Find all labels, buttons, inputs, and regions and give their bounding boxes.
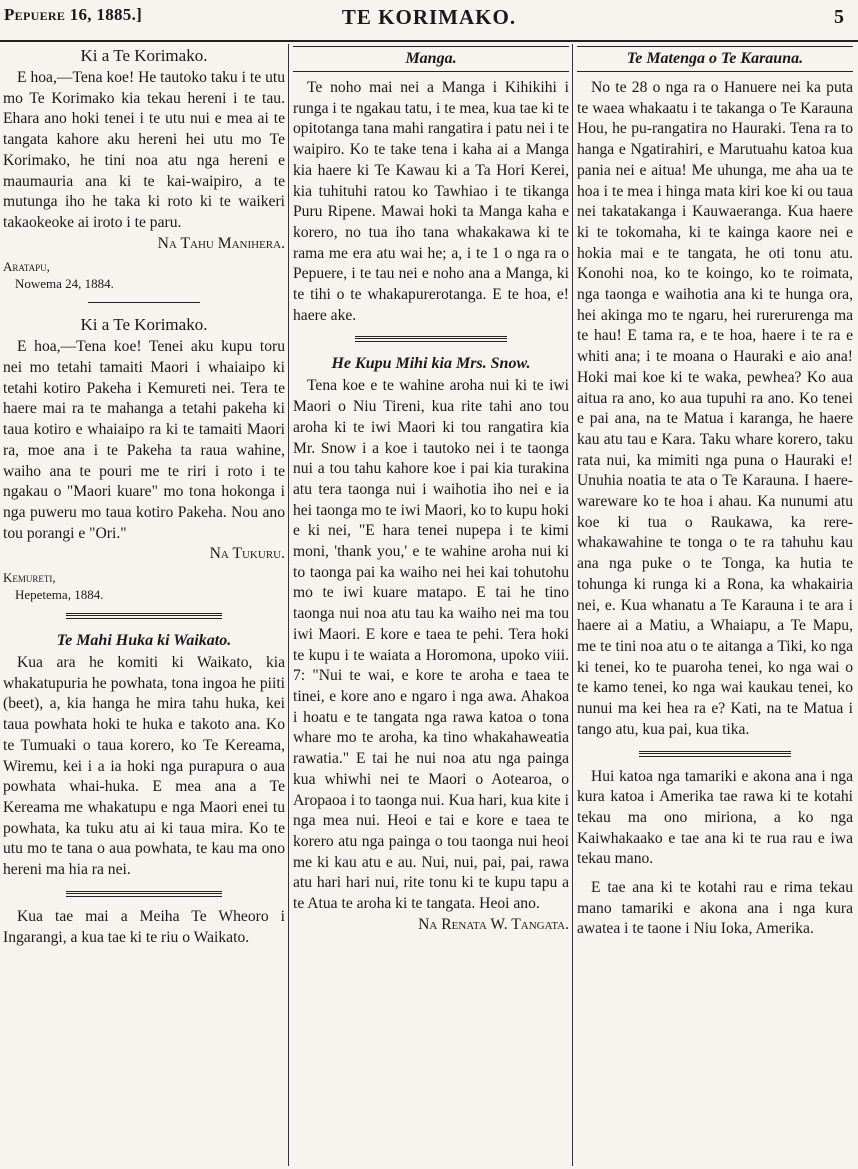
title-box xyxy=(577,46,853,72)
letter2-place: Kemureti, xyxy=(3,570,56,586)
issue-date: Pepuere 16, 1885.] xyxy=(4,5,143,24)
karauna-title: Te Matenga o Te Karauna. xyxy=(626,50,804,67)
letter2-body: E hoa,—Tena koe! Tenei aku kupu toru nei mo tetahi tamaiti Maori i whaiaipo ki tetahi kotiro Pakeha i Kemureti nei. Tera te haere mai ra te mahanga a tetahi pakeha ki taua kotiro e whaiaipo ra ki te tamaiti Maori ra, moe ana i te Pakeha ta raua wahine, waiho ana te pouri me te riri i roto i te ngakau o "Maori kuare" mo tona hokonga i nga puweru mo taua kotiro Pakeha. Nou ano tou porangi e "Ori." xyxy=(3,338,285,542)
letter1-signature: Na Tahu Manihera. xyxy=(157,234,285,252)
manga-body: Te noho mai nei a Manga i Kihikihi i runga i te ngakau tatu, i te mea, kua tae ki te opitotanga tana mahi rangatira i patu nei i te waipiro. Ko te take tena i kaha ai a Manga kia haere ki Te Kawau ki a Ta Hori Kerei, kia tuhituhi ratou ko Tawhiao i te tikanga Puru Ripene. Mawai hoki ta Manga kaha e korero, no tua iho tana whakakawa ki te rama me era atu wai he; a, i te 1 o nga ra o Pepuere, i te tau nei e noho ana a Manga, ki te tihi o te whakapurerotanga. E te hoa, e! haere ake. xyxy=(293,79,569,324)
letter1-title: Ki a Te Korimako. xyxy=(80,46,208,65)
column-divider xyxy=(288,44,289,1166)
manga-title: Manga. xyxy=(405,50,457,67)
snow-signature: Na Renata W. Tangata. xyxy=(418,915,569,933)
title-box xyxy=(293,46,569,72)
newspaper-title: TE KORIMAKO. xyxy=(341,5,517,29)
letter2-date: Hepetema, 1884. xyxy=(15,587,104,603)
page-header xyxy=(0,0,858,42)
letter2-title: Ki a Te Korimako. xyxy=(80,315,208,335)
divider xyxy=(66,613,221,619)
divider xyxy=(639,751,791,757)
snow-title: He Kupu Mihi kia Mrs. Snow. xyxy=(331,355,531,373)
letter2-signature: Na Tukuru. xyxy=(209,545,285,563)
article-body: Kua ara he komiti ki Waikato, kia whakatupuria he powhata, tona ingoa he piiti (beet), a, kia hanga he mira tahu huka, kei taua powhata hoki te huka e takoto ana. Ko te Tumuaki o taua korero, ko Te Kereama, Wiremu, kei i a ia hoki nga purapura o aua powhata whai-huka. E mea ana a Te Kereama me whakatupu e nga Maori enei tu powhata, ka tuku atu ai ki taua mira. Ko te utu mo te tana o aua powhata, te kau ma ono hereni ma hia ra nei. xyxy=(3,654,285,879)
column-2 xyxy=(293,44,569,1166)
column-3 xyxy=(577,44,853,1166)
page-number: 5 xyxy=(834,6,844,28)
newyork-paragraph: E tae ana ki te kotahi rau e rima tekau mano tamariki e akona ana i nga kura awatea i te taone i Niu Ioka, Amerika. xyxy=(577,879,853,938)
column-1 xyxy=(3,44,285,1166)
divider xyxy=(66,891,221,897)
letter1-body: E hoa,—Tena koe! He tautoko taku i te utu mo Te Korimako kia tekau hereni i te tau. Ehara ano hoki tenei i te utu nui e mea ai te tangata kahore aku hereni hei utu mo Te Korimako, he tini noa atu nga hereni e maumauria ana ki te kai-waipiro, a te mutunga iho he taka ki roto ki te waikeri takaokeoke ai iroto i te paru. xyxy=(3,69,285,231)
schools-paragraph: Hui katoa nga tamariki e akona ana i nga kura katoa i Amerika tae rawa ki te kotahi tekau ma ono miriona, a ko nga Kaiwhakaako e tae ana ki te rua rau e iwa tekau mano. xyxy=(577,767,853,868)
divider xyxy=(88,302,201,303)
divider xyxy=(355,336,507,342)
article-title: Te Mahi Huka ki Waikato. xyxy=(56,632,232,650)
notice-text: Kua tae mai a Meiha Te Wheoro i Ingarangi, a kua tae ki te riu o Waikato. xyxy=(3,907,285,946)
column-divider xyxy=(572,44,573,1166)
snow-body: Tena koe e te wahine aroha nui ki te iwi Maori o Niu Tireni, kua rite tahi ano tou aroha ki te iwi Maori ki tou rangatira kia Mr. Snow i a koe i tautoko nei i te taonga nui a tou tahu kahore koe i pai kia turakina atu tera taonga nui i waihotia iho nei e ia hei taonga mo te iwi Maori, ko to kupu hoki e ki nei, "E hara tenei nupepa i te kimi moni, 'thank you,' e te wahine aroha nui ki to taonga pai ka waiho nei hei kai tohutohu mo te iwi kuare matapo. E tai he tino taonga nui noa atu tau ka waiho nei ma tou iwi Maori. E kore e taea te pehi. Tera hoki te kupu i te waiata a Horomona, upoko viii. 7: "Nui te wai, e kore te aroha e taea te tinei, e kore ano e ngaro i nga awa. Ahakoa i hoatu e te tangata nga rawa katoa o tona whare mo te aroha, ka tino whakahaweatia rawatia." E tai he nui noa atu nga painga kua whiwhi nei te Maori o Aotearoa, o Aropaoa i to taonga nui. Kua hari, kua kite i nga mea nui. Heoi e tai e kore e taea te korero atu nga painga o tou taonga nui heoi me ki kau atu e au. Nui, nui, pai, pai, rawa atu hari hari nui, rite tonu ki te kupu tapu a te Atua te aroha ki te tangata. Heoi ano. xyxy=(293,377,569,913)
letter1-place: Aratapu, xyxy=(3,259,50,275)
letter1-date: Nowema 24, 1884. xyxy=(15,276,114,292)
karauna-body: No te 28 o nga ra o Hanuere nei ka puta te waea whakaatu i te takanga o Te Karauna Hou, he pu-rangatira no Hauraki. Tena ra to hanga e Ngatirahiri, e Marutuahu katoa kua pania nei e aitua! Me uhunga, me aha ua te hoa i te mea i hinga mata kiri koe ki ou taua nei takatakanga i Kauwaeranga. Kua haere ki te tokomaha, ki te kainga kaore nei e hokia mai e te tangata, he oti tonu atu. Konohi noa, ko te koingo, ko te roimata, nga taonga e waihotia ana ki te hunga ora, hei akinga mo te ngaru, hei rurerurenga ma te hau! E tama ra, e te hoa, haere i te ra e whiti ana; i te moana o Hauraki e aio ana! Hoki mai koe ki te waka, pewhea? Ko aua aitua ra ano, ko aua tupuhi ra ano. Ko tenei e pai ana, na te Matua i karanga, he haere kau atu tau e Kara. Taku whare korero, taku rata nui, ka mimiti nga puna o Hauraki e! Unuhia noatia te ata o Te Karauna. I haere-wareware ko te hoa i ahau. Ka nunumi atu koe ki tua o Raukawa, ka rere-whakawahine te tonga o te ra tahuhu kau ana nga puke o te Tonga, ka hutia te tohunga ki runga ki a Rona, ka whakairia nei, e. Kua whanatu a Te Karauna i te ara i haere ai a Matiu, a Whaiapu, a Te Mapu, me te tini noa atu o te aitanga a Tiki, ko nga ki tenei, ko te puaroha tenei, ko nga wai o te kamo tenei, ko nga wai kaukau tenei, ko nunui ma kei hea ra e? Kati, na te Matua i tango atu, kua pai, kua tika. xyxy=(577,79,853,738)
